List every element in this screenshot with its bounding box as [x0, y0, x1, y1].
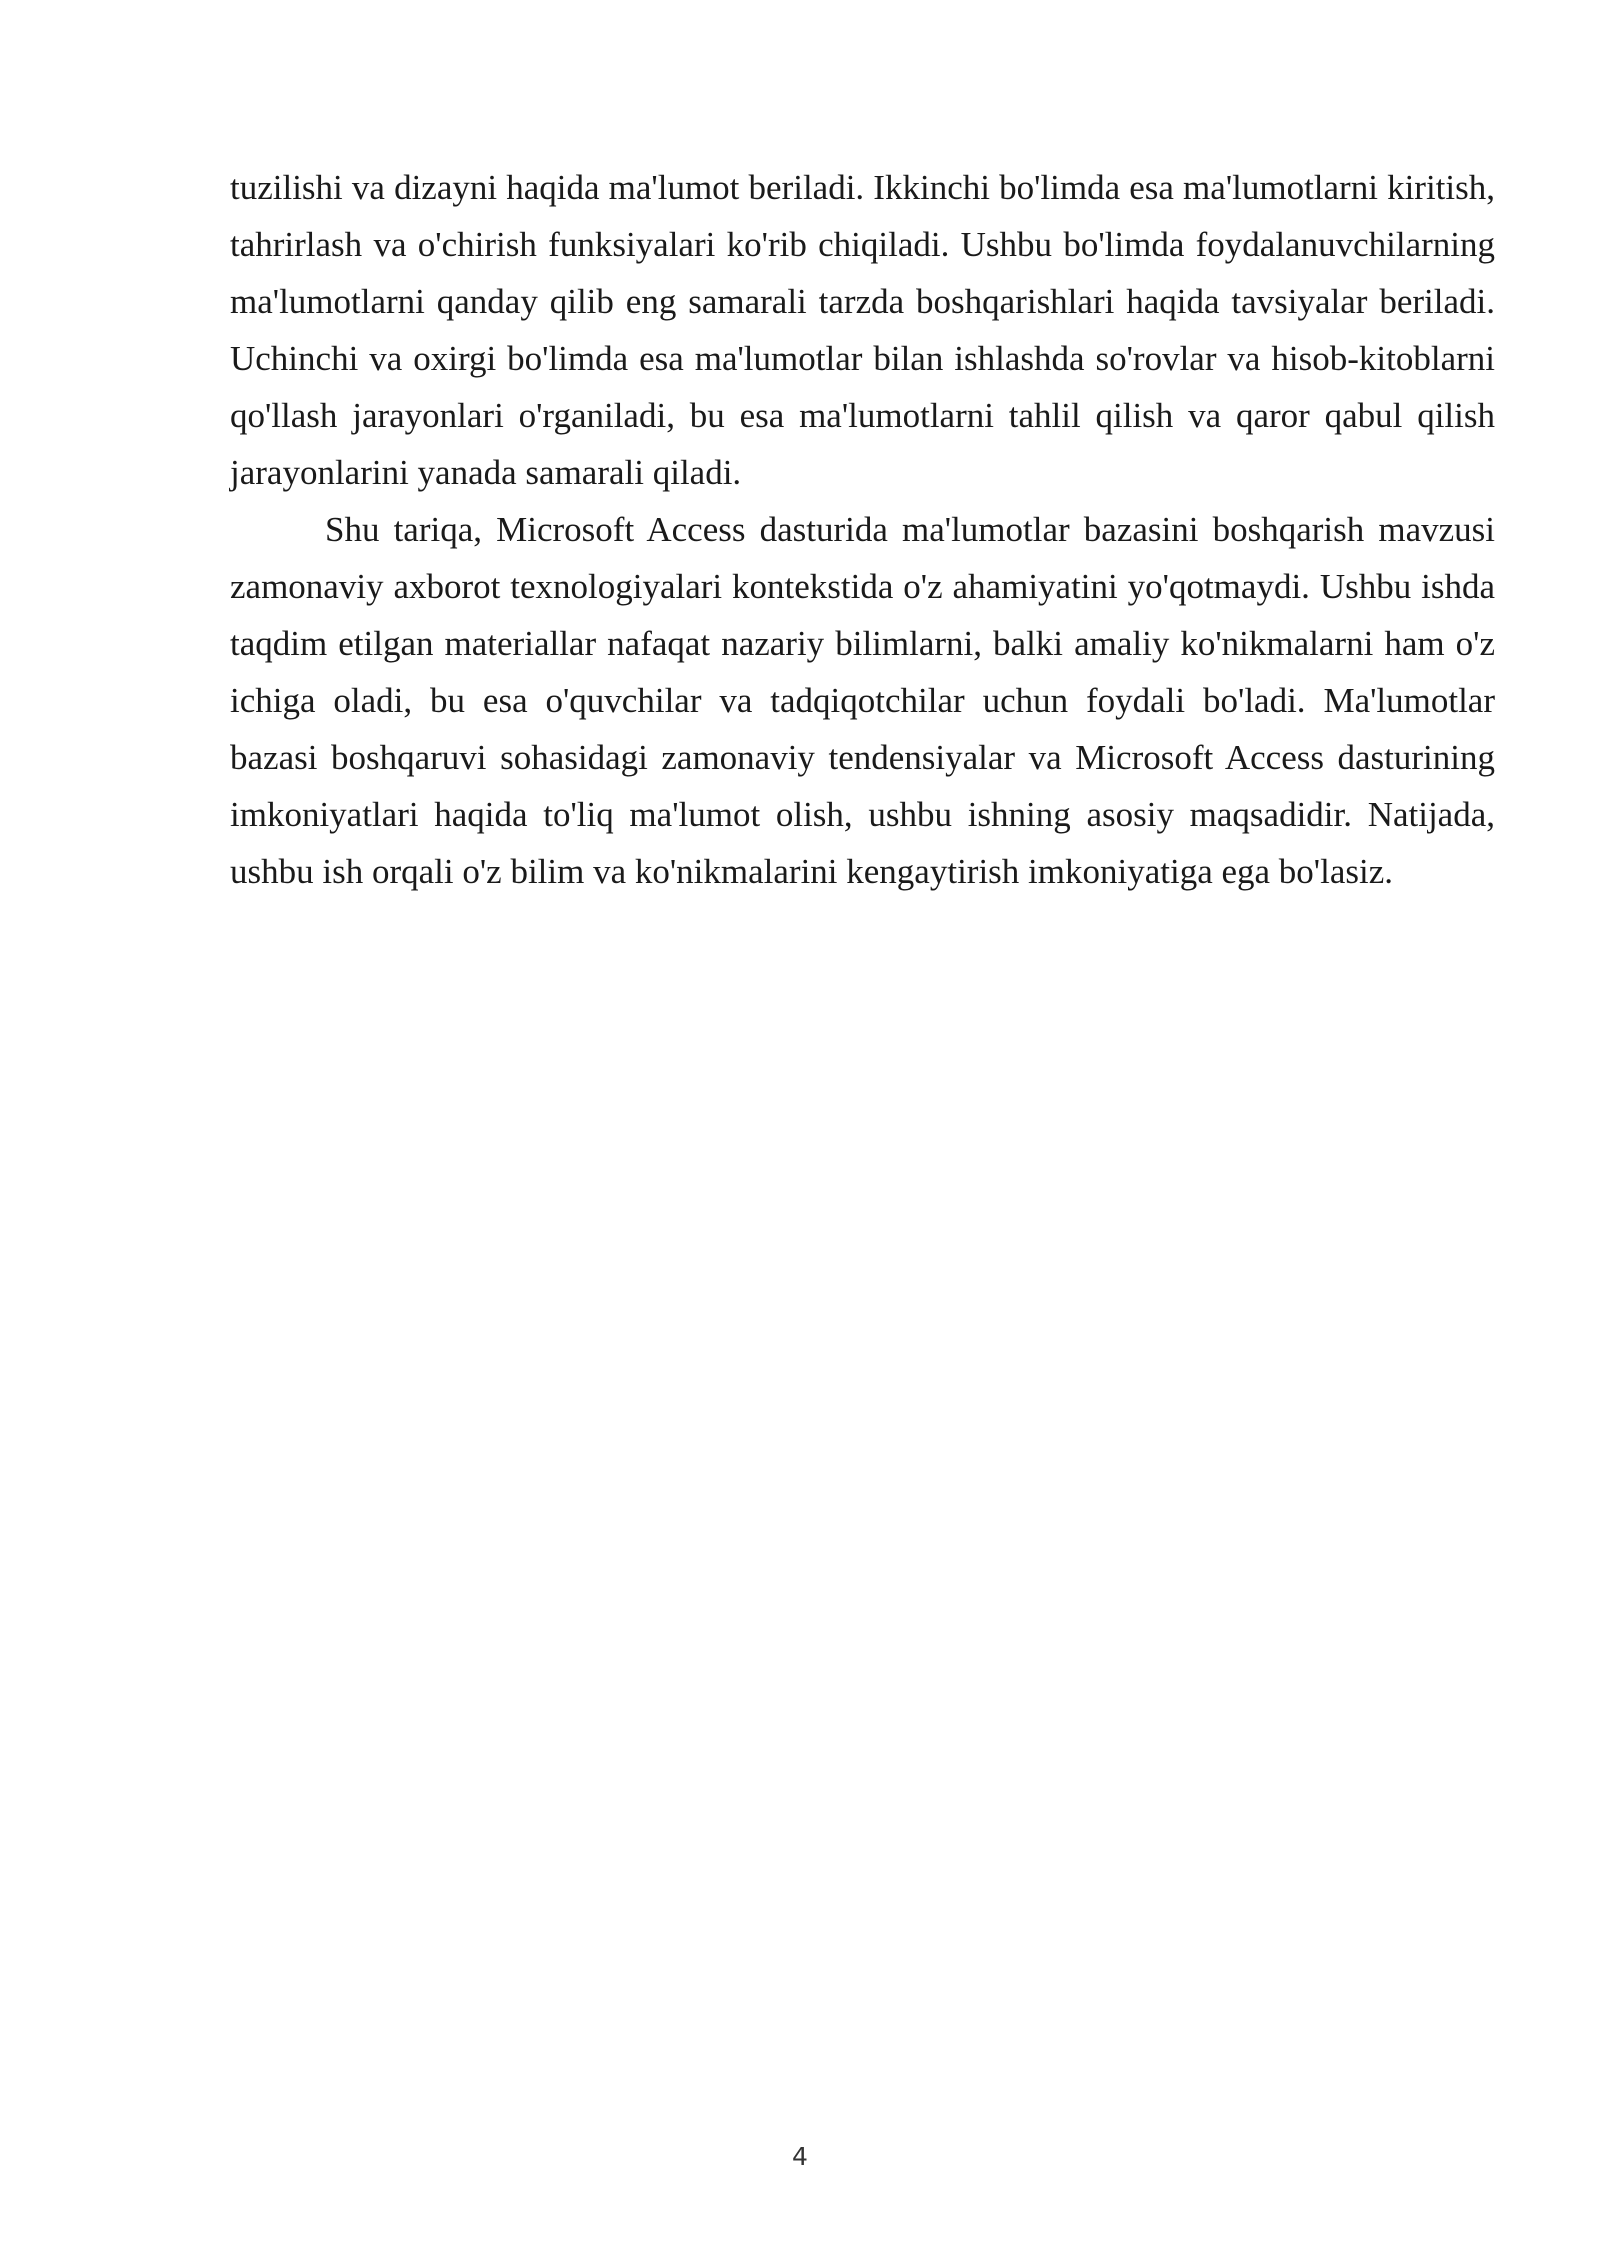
paragraph-conclusion: Shu tariqa, Microsoft Access dasturida ma'lumotlar bazasini boshqarish mavzusi zamonaviy axborot texnologiyalari kontekstida o'z ahamiyatini yo'qotmaydi. Ushbu ishda taqdim etilgan materiallar nafaqat nazariy bilimlarni, balki amaliy ko'nikmalarni ham o'z ichiga oladi, bu esa o'quvchilar va tadqiqotchilar uchun foydali bo'ladi. Ma'lumotlar bazasi boshqaruvi sohasidagi zamonaviy tendensiyalar va Microsoft Access dasturining imkoniyatlari haqida to'liq ma'lumot olish, ushbu ishning asosiy maqsadidir. Natijada, ushbu ish orqali o'z bilim va ko'nikmalarini kengaytirish imkoniyatiga ega bo'lasiz. — [230, 510, 1495, 891]
page-number: 4 — [792, 2142, 808, 2171]
body-text — [230, 159, 1495, 900]
paragraph-continuation: tuzilishi va dizayni haqida ma'lumot beriladi. Ikkinchi bo'limda esa ma'lumotlarni kiritish, tahrirlash va o'chirish funksiyalari ko'rib chiqiladi. Ushbu bo'limda foydalanuvchilarning ma'lumotlarni qanday qilib eng samarali tarzda boshqarishlari haqida tavsiyalar beriladi. Uchinchi va oxirgi bo'limda esa ma'lumotlar bilan ishlashda so'rovlar va hisob-kitoblarni qo'llash jarayonlari o'rganiladi, bu esa ma'lumotlarni tahlil qilish va qaror qabul qilish jarayonlarini yanada samarali qiladi. — [230, 168, 1495, 492]
